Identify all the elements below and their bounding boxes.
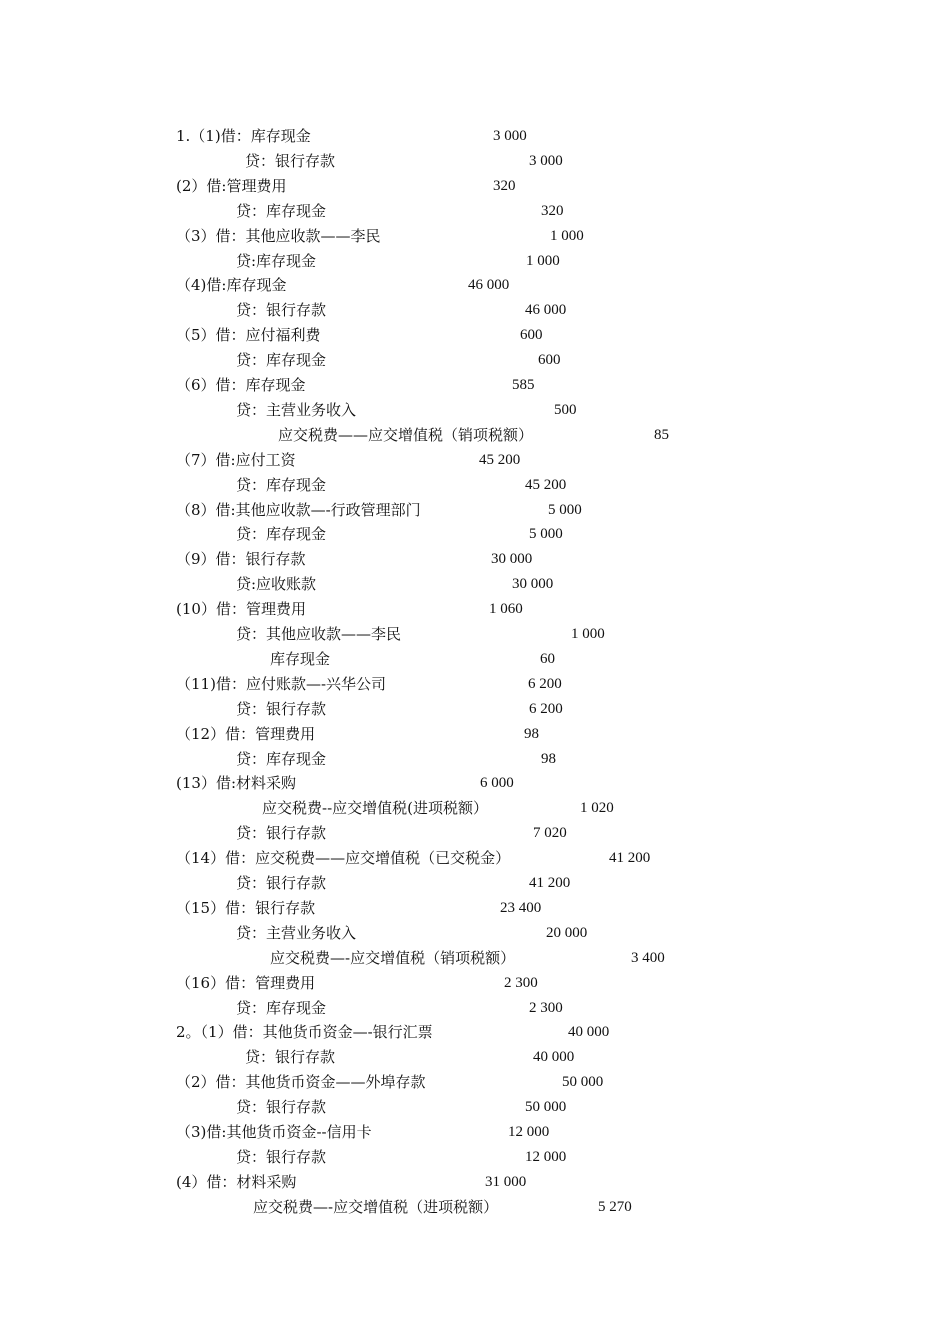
journal-account: （16）借：管理费用 xyxy=(176,973,316,992)
journal-amount: 2 300 xyxy=(529,999,563,1016)
journal-line xyxy=(0,921,950,946)
journal-line xyxy=(0,946,950,971)
journal-line xyxy=(0,249,950,274)
journal-amount: 41 200 xyxy=(609,850,651,867)
journal-amount: 50 000 xyxy=(562,1074,604,1091)
journal-account: 1.（1)借：库存现金 xyxy=(176,127,311,145)
journal-line xyxy=(0,423,950,448)
journal-amount: 5 000 xyxy=(529,526,563,543)
journal-account: 贷：主营业务收入 xyxy=(236,923,357,942)
journal-line xyxy=(0,398,950,423)
journal-amount: 46 000 xyxy=(525,302,567,319)
journal-account: 贷:应收账款 xyxy=(236,575,317,594)
journal-amount: 98 xyxy=(541,750,556,767)
journal-line xyxy=(0,597,950,622)
journal-amount: 46 000 xyxy=(468,277,510,294)
journal-account: 贷:库存现金 xyxy=(236,251,317,270)
journal-line xyxy=(0,846,950,871)
journal-account: 应交税费—-应交增值税（销项税额） xyxy=(270,948,516,967)
journal-line xyxy=(0,174,950,199)
journal-line xyxy=(0,821,950,846)
journal-amount: 85 xyxy=(654,426,669,443)
journal-line xyxy=(0,273,950,298)
journal-amount: 40 000 xyxy=(568,1024,610,1041)
journal-amount: 50 000 xyxy=(525,1099,567,1116)
journal-amount: 585 xyxy=(512,377,535,393)
journal-amount: 6 200 xyxy=(529,700,563,717)
journal-amount: 5 270 xyxy=(598,1198,632,1215)
journal-line xyxy=(0,373,950,398)
journal-account: (10）借：管理费用 xyxy=(176,600,306,619)
journal-line xyxy=(0,124,950,149)
journal-line xyxy=(0,1045,950,1070)
journal-line xyxy=(0,1095,950,1120)
journal-account: 贷：库存现金 xyxy=(236,201,327,220)
journal-line xyxy=(0,473,950,498)
journal-account: 贷：其他应收款——李民 xyxy=(236,625,402,643)
journal-line xyxy=(0,622,950,647)
journal-account: 贷：银行存款 xyxy=(245,151,336,170)
journal-account: 贷：主营业务收入 xyxy=(236,400,357,419)
journal-account: （15）借：银行存款 xyxy=(176,898,316,917)
journal-account: 库存现金 xyxy=(270,649,331,668)
journal-amount: 23 400 xyxy=(500,899,542,916)
journal-line xyxy=(0,771,950,796)
journal-account: 贷：银行存款 xyxy=(236,1098,327,1117)
journal-account: （14）借：应交税费——应交增值税（已交税金） xyxy=(176,849,511,868)
journal-amount: 40 000 xyxy=(533,1049,575,1066)
journal-account: （3）借：其他应收款——李民 xyxy=(176,226,381,245)
journal-amount: 60 xyxy=(540,650,555,667)
journal-line xyxy=(0,224,950,249)
journal-amount: 98 xyxy=(524,725,539,742)
journal-amount: 3 000 xyxy=(529,152,563,169)
journal-amount: 30 000 xyxy=(512,576,554,593)
journal-account: 贷：库存现金 xyxy=(236,525,327,544)
journal-account: （2）借：其他货币资金——外埠存款 xyxy=(176,1073,426,1092)
journal-account: 应交税费—-应交增值税（进项税额） xyxy=(253,1197,499,1216)
journal-account: 贷：银行存款 xyxy=(245,1048,336,1067)
journal-line xyxy=(0,448,950,473)
journal-amount: 45 200 xyxy=(525,476,567,493)
journal-amount: 30 000 xyxy=(491,551,533,568)
journal-line xyxy=(0,871,950,896)
journal-line xyxy=(0,722,950,747)
journal-amount: 1 060 xyxy=(489,601,523,618)
journal-amount: 20 000 xyxy=(546,924,588,941)
journal-line xyxy=(0,996,950,1021)
journal-amount: 12 000 xyxy=(525,1148,567,1165)
journal-amount: 600 xyxy=(538,352,561,369)
journal-amount: 1 000 xyxy=(550,227,584,244)
journal-line xyxy=(0,1070,950,1095)
journal-amount: 320 xyxy=(541,202,564,219)
journal-account: 应交税费——应交增值税（销项税额） xyxy=(278,425,534,444)
journal-line xyxy=(0,647,950,672)
journal-account: 贷：银行存款 xyxy=(236,874,327,892)
journal-amount: 320 xyxy=(493,177,516,194)
journal-line xyxy=(0,547,950,572)
journal-account: (2）借:管理费用 xyxy=(176,176,287,195)
journal-account: （5）借：应付福利费 xyxy=(176,326,321,345)
journal-account: （3)借:其他货币资金--信用卡 xyxy=(176,1123,372,1141)
journal-account: （9）借：银行存款 xyxy=(176,550,306,569)
journal-account: 贷：银行存款 xyxy=(236,1147,327,1166)
journal-account: 贷：库存现金 xyxy=(236,998,327,1017)
journal-amount: 600 xyxy=(520,327,543,344)
journal-amount: 12 000 xyxy=(508,1124,550,1140)
journal-line xyxy=(0,1120,950,1145)
journal-account: 2。（1）借：其他货币资金—-银行汇票 xyxy=(176,1023,433,1042)
journal-amount: 45 200 xyxy=(479,451,521,468)
journal-line xyxy=(0,1020,950,1045)
journal-amount: 3 000 xyxy=(493,128,527,144)
journal-amount: 6 200 xyxy=(528,675,562,692)
journal-line xyxy=(0,498,950,523)
journal-line xyxy=(0,1195,950,1220)
journal-amount: 1 000 xyxy=(526,252,560,269)
journal-line xyxy=(0,672,950,697)
journal-account: （11)借：应付账款—-兴华公司 xyxy=(176,674,387,693)
journal-amount: 500 xyxy=(554,401,577,418)
journal-amount: 41 200 xyxy=(529,875,571,891)
journal-amount: 5 000 xyxy=(548,501,582,518)
journal-account: (4）借：材料采购 xyxy=(176,1172,297,1191)
journal-account: 贷：银行存款 xyxy=(236,824,327,843)
journal-account: （6）借：库存现金 xyxy=(176,376,306,394)
journal-line xyxy=(0,747,950,772)
journal-account: （8）借:其他应收款—-行政管理部门 xyxy=(176,500,421,519)
journal-account: 贷：库存现金 xyxy=(236,475,327,494)
journal-line xyxy=(0,896,950,921)
journal-account: 贷：银行存款 xyxy=(236,699,327,718)
journal-amount: 1 000 xyxy=(571,626,605,642)
journal-account: （12）借：管理费用 xyxy=(176,724,316,743)
journal-amount: 1 020 xyxy=(580,800,614,817)
journal-line xyxy=(0,1145,950,1170)
journal-line xyxy=(0,298,950,323)
journal-line xyxy=(0,522,950,547)
journal-line xyxy=(0,572,950,597)
journal-line xyxy=(0,1170,950,1195)
journal-account: （7）借:应付工资 xyxy=(176,450,296,469)
journal-amount: 3 400 xyxy=(631,949,665,966)
journal-account: (13）借:材料采购 xyxy=(176,774,296,793)
journal-account: 贷：库存现金 xyxy=(236,749,327,768)
journal-account: 贷：库存现金 xyxy=(236,351,327,370)
journal-line xyxy=(0,971,950,996)
journal-account: （4)借:库存现金 xyxy=(176,276,287,295)
journal-line xyxy=(0,323,950,348)
journal-line xyxy=(0,199,950,224)
journal-amount: 2 300 xyxy=(504,974,538,991)
journal-amount: 6 000 xyxy=(480,775,514,792)
journal-line xyxy=(0,697,950,722)
journal-line xyxy=(0,348,950,373)
journal-account: 贷：银行存款 xyxy=(236,301,327,320)
journal-line xyxy=(0,796,950,821)
journal-account: 应交税费--应交增值税(进项税额） xyxy=(262,799,488,818)
journal-amount: 31 000 xyxy=(485,1173,527,1190)
journal-line xyxy=(0,149,950,174)
journal-amount: 7 020 xyxy=(533,825,567,842)
